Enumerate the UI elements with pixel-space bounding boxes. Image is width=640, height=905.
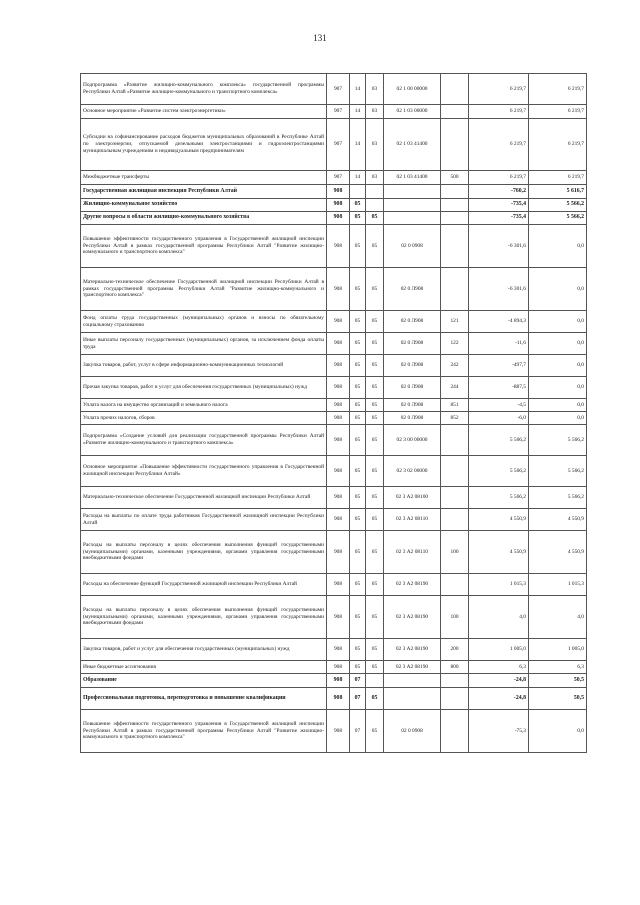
expense-type-cell: 852 (441, 412, 469, 425)
subsection-cell: 03 (366, 119, 384, 171)
subsection-cell: 05 (366, 456, 384, 487)
grbs-cell: 907 (327, 74, 350, 105)
grbs-cell: 908 (327, 333, 350, 355)
target-article-cell: 02 0 Л908 (384, 355, 441, 377)
amount-total-cell: 0,0 (529, 377, 587, 399)
grbs-cell: 908 (327, 456, 350, 487)
row-name-cell: Уплата налога на имущество организаций и земельного налога (81, 399, 327, 412)
section-cell: 14 (350, 105, 366, 119)
section-cell: 05 (350, 268, 366, 311)
amount-change-cell: -887,5 (469, 377, 529, 399)
section-cell: 05 (350, 509, 366, 531)
subsection-cell: 05 (366, 531, 384, 574)
table-row (81, 425, 587, 456)
expense-type-cell (441, 688, 469, 710)
amount-change-cell: -4 894,3 (469, 311, 529, 333)
target-article-cell: 02 3 А2 08190 (384, 574, 441, 596)
row-name-cell: Межбюджетные трансферты (81, 171, 327, 185)
expense-type-cell (441, 674, 469, 688)
expense-type-cell (441, 268, 469, 311)
amount-total-cell: 5 566,2 (529, 425, 587, 456)
amount-total-cell: 4 550,9 (529, 509, 587, 531)
section-cell: 07 (350, 674, 366, 688)
subsection-cell: 03 (366, 74, 384, 105)
grbs-cell: 908 (327, 412, 350, 425)
subsection-cell: 05 (366, 661, 384, 674)
section-cell: 14 (350, 171, 366, 185)
amount-change-cell: 1 005,0 (469, 639, 529, 661)
row-name-cell: Повышение эффективности государственного управления в Государственной жилищной инспекции Республики Алтай в рамках государственной программы Республики Алтай "Развитие жилищно-коммунального и транспортного комплекса" (81, 225, 327, 268)
table-row (81, 74, 587, 105)
target-article-cell (384, 674, 441, 688)
grbs-cell: 908 (327, 574, 350, 596)
grbs-cell: 908 (327, 509, 350, 531)
target-article-cell: 02 1 03 00000 (384, 105, 441, 119)
row-name-cell: Прочая закупка товаров, работ и услуг для обеспечения государственных (муниципальных) нужд (81, 377, 327, 399)
section-cell: 05 (350, 311, 366, 333)
subsection-cell: 03 (366, 105, 384, 119)
row-name-cell: Подпрограмма «Развитие жилищно-коммунального комплекса» государственной программы Республики Алтай «Развитие жилищно-коммунального и транспортного комплекса» (81, 74, 327, 105)
target-article-cell: 02 0 Л908 (384, 399, 441, 412)
subsection-cell: 05 (366, 487, 384, 509)
target-article-cell (384, 185, 441, 199)
amount-total-cell: 4 550,9 (529, 531, 587, 574)
row-name-cell: Расходы на обеспечение функций Государственной жилищной инспекции Республики Алтай (81, 574, 327, 596)
table-row (81, 710, 587, 753)
row-name-cell: Закупка товаров, работ, услуг в сфере информационно-коммуникационных технологий (81, 355, 327, 377)
grbs-cell: 908 (327, 531, 350, 574)
amount-total-cell: 5 566,2 (529, 212, 587, 225)
subsection-cell: 05 (366, 596, 384, 639)
amount-total-cell: 5 566,2 (529, 199, 587, 212)
table-row (81, 212, 587, 225)
expense-type-cell (441, 509, 469, 531)
amount-change-cell: -24,8 (469, 674, 529, 688)
amount-total-cell: 0,0 (529, 412, 587, 425)
target-article-cell: 02 1 00 00000 (384, 74, 441, 105)
row-name-cell: Основное мероприятие «Повышение эффективности государственного управления в Государственной жилищной инспекции Республики Алтай» (81, 456, 327, 487)
amount-total-cell: 5 566,2 (529, 456, 587, 487)
subsection-cell: 05 (366, 377, 384, 399)
expense-type-cell (441, 225, 469, 268)
amount-change-cell: -6,0 (469, 412, 529, 425)
target-article-cell (384, 199, 441, 212)
amount-total-cell: 6 219,7 (529, 171, 587, 185)
subsection-cell: 05 (366, 710, 384, 753)
expense-type-cell (441, 74, 469, 105)
subsection-cell: 05 (366, 399, 384, 412)
amount-total-cell: 1 005,0 (529, 639, 587, 661)
subsection-cell: 05 (366, 225, 384, 268)
grbs-cell: 908 (327, 661, 350, 674)
expense-type-cell (441, 425, 469, 456)
amount-change-cell: -11,6 (469, 333, 529, 355)
target-article-cell: 02 0 Л908 (384, 268, 441, 311)
subsection-cell: 03 (366, 171, 384, 185)
table-row (81, 412, 587, 425)
section-cell: 05 (350, 425, 366, 456)
amount-change-cell: -760,2 (469, 185, 529, 199)
table-row (81, 225, 587, 268)
amount-total-cell: 5 566,2 (529, 487, 587, 509)
amount-total-cell: 0,0 (529, 333, 587, 355)
table-row (81, 355, 587, 377)
row-name-cell: Другие вопросы в области жилищно-коммунального хозяйства (81, 212, 327, 225)
table-row (81, 399, 587, 412)
section-cell: 05 (350, 333, 366, 355)
amount-total-cell: 50,5 (529, 674, 587, 688)
target-article-cell: 02 3 А2 08110 (384, 509, 441, 531)
section-cell: 05 (350, 456, 366, 487)
section-cell: 05 (350, 199, 366, 212)
expense-type-cell: 500 (441, 171, 469, 185)
amount-change-cell: 5 566,2 (469, 425, 529, 456)
target-article-cell: 02 3 А2 08110 (384, 531, 441, 574)
amount-total-cell: 0,0 (529, 268, 587, 311)
subsection-cell (366, 199, 384, 212)
amount-total-cell: 0,0 (529, 710, 587, 753)
row-name-cell: Иные выплаты персоналу государственных (муниципальных) органов, за исключением фонда оплаты труда (81, 333, 327, 355)
grbs-cell: 908 (327, 399, 350, 412)
amount-change-cell: 4 550,9 (469, 531, 529, 574)
table-row (81, 199, 587, 212)
subsection-cell: 05 (366, 412, 384, 425)
subsection-cell: 05 (366, 639, 384, 661)
expense-type-cell (441, 487, 469, 509)
row-name-cell: Субсидии на софинансирование расходов бюджетов муниципальных образований в Республике Алтай по электроэнергии, отпускаемой дизельными электростанциями и гидроэлектростанциями муниципальным учреждениям и индивидуальным предпринимателям (81, 119, 327, 171)
table-row (81, 509, 587, 531)
row-name-cell: Профессиональная подготовка, переподготовка и повышение квалификации (81, 688, 327, 710)
grbs-cell: 908 (327, 674, 350, 688)
section-cell: 05 (350, 225, 366, 268)
amount-total-cell: 0,0 (529, 399, 587, 412)
amount-change-cell: 5 566,2 (469, 456, 529, 487)
target-article-cell: 02 0 0908 (384, 710, 441, 753)
page-number: 131 (313, 33, 327, 43)
row-name-cell: Повышение эффективности государственного управления в Государственной жилищной инспекции Республики Алтай в рамках государственной программы Республики Алтай "Развитие жилищно-коммунального и транспортного комплекса" (81, 710, 327, 753)
expense-type-cell (441, 710, 469, 753)
amount-change-cell: 1 015,3 (469, 574, 529, 596)
amount-total-cell: 0,0 (529, 355, 587, 377)
amount-change-cell: -75,3 (469, 710, 529, 753)
amount-total-cell: 4,0 (529, 596, 587, 639)
target-article-cell: 02 0 0908 (384, 225, 441, 268)
row-name-cell: Расходы на выплаты персоналу в целях обеспечения выполнения функций государственными (муниципальными) органами, казенными учреждениями, органами управления государственными внебюджетными фондами (81, 531, 327, 574)
amount-change-cell: 4 550,9 (469, 509, 529, 531)
expense-type-cell: 121 (441, 311, 469, 333)
amount-change-cell: 4,0 (469, 596, 529, 639)
expense-type-cell (441, 185, 469, 199)
expense-type-cell: 800 (441, 661, 469, 674)
subsection-cell: 05 (366, 212, 384, 225)
subsection-cell (366, 674, 384, 688)
amount-change-cell: -735,4 (469, 199, 529, 212)
amount-total-cell: 6 219,7 (529, 74, 587, 105)
table-row (81, 661, 587, 674)
amount-change-cell: -4,5 (469, 399, 529, 412)
grbs-cell: 907 (327, 119, 350, 171)
table-row (81, 185, 587, 199)
target-article-cell: 02 3 02 00000 (384, 456, 441, 487)
grbs-cell: 908 (327, 311, 350, 333)
expense-type-cell (441, 212, 469, 225)
amount-change-cell: -735,4 (469, 212, 529, 225)
grbs-cell: 908 (327, 487, 350, 509)
grbs-cell: 908 (327, 225, 350, 268)
target-article-cell: 02 3 А2 08100 (384, 487, 441, 509)
section-cell: 05 (350, 399, 366, 412)
section-cell: 05 (350, 212, 366, 225)
grbs-cell: 908 (327, 596, 350, 639)
section-cell: 05 (350, 639, 366, 661)
amount-change-cell: -24,8 (469, 688, 529, 710)
table-row (81, 119, 587, 171)
amount-total-cell: 0,0 (529, 311, 587, 333)
amount-change-cell: -6 301,6 (469, 225, 529, 268)
target-article-cell: 02 1 03 41400 (384, 171, 441, 185)
section-cell: 07 (350, 710, 366, 753)
expense-type-cell: 200 (441, 639, 469, 661)
expense-type-cell (441, 456, 469, 487)
subsection-cell: 05 (366, 509, 384, 531)
amount-change-cell: -6 301,6 (469, 268, 529, 311)
expense-type-cell: 100 (441, 596, 469, 639)
section-cell: 05 (350, 596, 366, 639)
table-row (81, 377, 587, 399)
table-row (81, 574, 587, 596)
grbs-cell: 907 (327, 105, 350, 119)
amount-total-cell: 50,5 (529, 688, 587, 710)
subsection-cell: 05 (366, 333, 384, 355)
table-row (81, 456, 587, 487)
target-article-cell (384, 212, 441, 225)
grbs-cell: 908 (327, 199, 350, 212)
grbs-cell: 908 (327, 710, 350, 753)
table-row (81, 639, 587, 661)
row-name-cell: Подпрограмма «Создание условий для реализации государственной программы Республики Алтай «Развитие жилищно-коммунального и транспортного комплекса» (81, 425, 327, 456)
row-name-cell: Расходы на выплаты персоналу в целях обеспечения выполнения функций государственными (муниципальными) органами, казенными учреждениями, органами управления государственными внебюджетными фондами (81, 596, 327, 639)
grbs-cell: 908 (327, 688, 350, 710)
grbs-cell: 908 (327, 425, 350, 456)
row-name-cell: Закупка товаров, работ и услуг для обеспечения государственных (муниципальных) нужд (81, 639, 327, 661)
expense-type-cell (441, 105, 469, 119)
subsection-cell: 05 (366, 355, 384, 377)
section-cell: 05 (350, 531, 366, 574)
amount-change-cell: 5 566,2 (469, 487, 529, 509)
grbs-cell: 908 (327, 639, 350, 661)
section-cell: 07 (350, 688, 366, 710)
table-row (81, 674, 587, 688)
target-article-cell: 02 0 Л908 (384, 333, 441, 355)
target-article-cell: 02 1 03 41400 (384, 119, 441, 171)
section-cell (350, 185, 366, 199)
amount-change-cell: 6 219,7 (469, 171, 529, 185)
table-row (81, 268, 587, 311)
subsection-cell: 05 (366, 574, 384, 596)
grbs-cell: 908 (327, 212, 350, 225)
expense-type-cell: 242 (441, 355, 469, 377)
table-row (81, 487, 587, 509)
target-article-cell: 02 3 А2 08190 (384, 596, 441, 639)
table-row (81, 531, 587, 574)
grbs-cell: 908 (327, 268, 350, 311)
amount-change-cell: 6 219,7 (469, 119, 529, 171)
row-name-cell: Государственная жилищная инспекция Республики Алтай (81, 185, 327, 199)
row-name-cell: Иные бюджетные ассигнования (81, 661, 327, 674)
table-body (81, 74, 587, 753)
section-cell: 14 (350, 119, 366, 171)
amount-change-cell: -497,7 (469, 355, 529, 377)
amount-total-cell: 6 219,7 (529, 119, 587, 171)
target-article-cell: 02 0 Л908 (384, 377, 441, 399)
row-name-cell: Уплата прочих налогов, сборов (81, 412, 327, 425)
amount-change-cell: 6,3 (469, 661, 529, 674)
section-cell: 14 (350, 74, 366, 105)
amount-total-cell: 5 616,7 (529, 185, 587, 199)
table-row (81, 596, 587, 639)
section-cell: 05 (350, 377, 366, 399)
table-row (81, 105, 587, 119)
table-row (81, 171, 587, 185)
amount-total-cell: 1 015,3 (529, 574, 587, 596)
amount-change-cell: 6 219,7 (469, 74, 529, 105)
target-article-cell: 02 3 А2 08190 (384, 639, 441, 661)
expense-type-cell (441, 119, 469, 171)
grbs-cell: 908 (327, 355, 350, 377)
table-row (81, 311, 587, 333)
amount-total-cell: 6,3 (529, 661, 587, 674)
expense-type-cell (441, 199, 469, 212)
row-name-cell: Жилищно-коммунальное хозяйство (81, 199, 327, 212)
table-row (81, 333, 587, 355)
row-name-cell: Материально-техническое обеспечение Государственной жилищной инспекции Республики Алтай (81, 487, 327, 509)
expense-type-cell: 100 (441, 531, 469, 574)
target-article-cell: 02 3 00 00000 (384, 425, 441, 456)
expense-type-cell: 122 (441, 333, 469, 355)
section-cell: 05 (350, 412, 366, 425)
row-name-cell: Образование (81, 674, 327, 688)
row-name-cell: Материально-техническое обеспечение Государственной жилищной инспекции Республики Алтай в рамках государственной программы Республики Алтай "Развитие жилищно-коммунального и транспортного комплекса" (81, 268, 327, 311)
budget-table (80, 73, 587, 753)
amount-total-cell: 6 219,7 (529, 105, 587, 119)
amount-total-cell: 0,0 (529, 225, 587, 268)
grbs-cell: 908 (327, 377, 350, 399)
expense-type-cell: 244 (441, 377, 469, 399)
grbs-cell: 908 (327, 185, 350, 199)
subsection-cell: 05 (366, 311, 384, 333)
subsection-cell (366, 185, 384, 199)
row-name-cell: Основное мероприятие «Развитие систем электроэнергетики» (81, 105, 327, 119)
row-name-cell: Фонд оплаты труда государственных (муниципальных) органов и взносы по обязательному социальному страхованию (81, 311, 327, 333)
target-article-cell: 02 0 Л908 (384, 311, 441, 333)
expense-type-cell: 851 (441, 399, 469, 412)
amount-change-cell: 6 219,7 (469, 105, 529, 119)
row-name-cell: Расходы на выплаты по оплате труда работников Государственной жилищной инспекции Республики Алтай (81, 509, 327, 531)
table-row (81, 688, 587, 710)
target-article-cell: 02 3 А2 08190 (384, 661, 441, 674)
section-cell: 05 (350, 574, 366, 596)
expense-type-cell (441, 574, 469, 596)
section-cell: 05 (350, 355, 366, 377)
section-cell: 05 (350, 661, 366, 674)
subsection-cell: 05 (366, 688, 384, 710)
subsection-cell: 05 (366, 425, 384, 456)
target-article-cell: 02 0 Л908 (384, 412, 441, 425)
grbs-cell: 907 (327, 171, 350, 185)
target-article-cell (384, 688, 441, 710)
subsection-cell: 05 (366, 268, 384, 311)
section-cell: 05 (350, 487, 366, 509)
